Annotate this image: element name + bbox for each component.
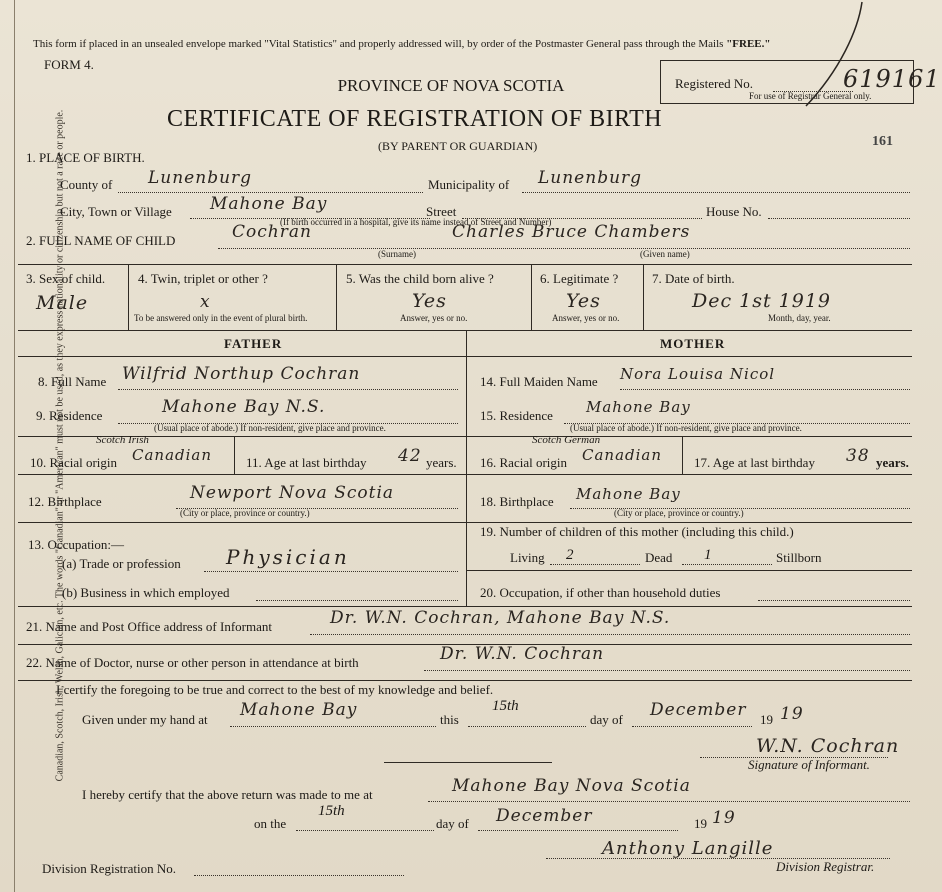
child-given-name: Charles Bruce Chambers	[452, 222, 691, 242]
father-heading: FATHER	[224, 336, 283, 351]
page-title: CERTIFICATE OF REGISTRATION OF BIRTH	[167, 106, 663, 132]
father-birthplace: Newport Nova Scotia	[190, 483, 395, 503]
legitimate-value: Yes	[566, 290, 601, 312]
sex-value: Male	[36, 292, 89, 314]
side-note: Canadian, Scotch, Irish, Welsh, Galician, etc. The words "Canadian" or "American" must not be used, as they express nationality or citizenship but not a race or people.	[54, 109, 66, 782]
form-number: FORM 4.	[44, 57, 94, 72]
mother-residence: Mahone Bay	[586, 398, 691, 416]
father-trade: Physician	[226, 545, 350, 569]
registrar-year: 19	[712, 808, 736, 828]
certify-day: 15th	[492, 698, 519, 714]
province-heading: PROVINCE OF NOVA SCOTIA	[337, 76, 565, 95]
mother-age: 38	[846, 446, 870, 466]
doctor-value: Dr. W.N. Cochran	[440, 644, 605, 664]
county-value: Lunenburg	[148, 168, 253, 188]
municipality-value: Lunenburg	[538, 168, 643, 188]
informant-signature: W.N. Cochran	[756, 735, 900, 757]
child-surname: Cochran	[232, 222, 312, 242]
registrar-month: December	[496, 806, 593, 826]
dead-count: 1	[704, 547, 712, 563]
father-residence: Mahone Bay N.S.	[162, 397, 326, 417]
mother-heading: MOTHER	[660, 336, 726, 351]
father-age: 42	[398, 446, 422, 466]
mother-racial-origin: Canadian	[582, 446, 663, 464]
father-name: Wilfrid Northup Cochran	[122, 364, 361, 384]
birth-certificate: Canadian, Scotch, Irish, Welsh, Galician, etc. The words "Canadian" or "American" must not be used, as they express nationality or citizenship but not a race or people. This form if placed in an unsealed envelope marked "Vital Statistics" and properly addressed will, by order of the Postmaster General pass through the Mails "FREE." FORM 4. Registered No. For use of Registrar General only. 619161 161 PROVINCE OF NOVA SCOTIA CERTIFICATE OF REGISTRATION OF BIRTH (BY PARENT OR GUARDIAN) 1. PLACE OF BIRTH. County of Lunenburg Municipality of Lunenburg City, Town or Village Mahone Bay Street House No. (If birth occurred in a hospital, give its name instead of Street and Number) 2. FULL NAME OF CHILD Cochran Charles Bruce Chambers (Surname) (Given name) 3. Sex of child. Male 4. Twin, triplet or other ? x To be answered only in the event of plural birth. 5. Was the child born alive ? Yes Answer, yes or no. 6. Legitimate ? Yes Answer, yes or no. 7. Date of birth. Dec 1st 1919 Month, day, year. FATHER MOTHER 8. Full Name Wilfrid Northup Cochran 9. Residence Mahone Bay N.S. (Usual place of abode.) If non-resident, give place and province. Scotch Irish 10. Racial origin Canadian 11. Age at last birthday 42 years. 12. Birthplace Newport Nova Scotia (City or place, province or country.) 13. Occupation:— (a) Trade or profession Physician (b) Business in which employed 14. Full Maiden Name Nora Louisa Nicol 15. Residence Mahone Bay (Usual place of abode.) If non-resident, give place and province. Scotch German 16. Racial origin Canadian 17. Age at last birthday 38 years. 18. Birthplace Mahone Bay (City or place, province or country.) 19. Number of children of this mother (including this child.) Living 2 Dead 1 Stillborn 20. Occupation, if other than household duties 21. Name and Post Office address of Informant Dr. W.N. Cochran, Mahone Bay N.S. 22. Name of Doctor, nurse or other person in attendance at birth Dr. W.N. Cochran I certify the foregoing to be true and correct to the best of my knowledge and belief. Given under my hand at Mahone Bay this 15th day of December 19 19 W.N. Cochran Signature of Informant. I hereby certify that the above return was made to me at Mahone Bay Nova Scotia on the 15th day of December 19 19 Anthony Langille Division Registrar. Division Registration No.	[0, 0, 942, 892]
registered-box: Registered No. For use of Registrar General only. 619161	[660, 60, 914, 104]
registrar-day: 15th	[318, 803, 345, 819]
top-note: This form if placed in an unsealed envelope marked "Vital Statistics" and properly addressed will, by order of the Postmaster General pass through the Mails "FREE."	[33, 38, 771, 50]
stamp-number: 161	[872, 134, 893, 149]
subtitle: (BY PARENT OR GUARDIAN)	[378, 139, 538, 153]
twin-value: x	[200, 292, 211, 312]
alive-value: Yes	[412, 290, 447, 312]
mother-name: Nora Louisa Nicol	[620, 365, 776, 383]
informant-value: Dr. W.N. Cochran, Mahone Bay N.S.	[330, 608, 671, 628]
living-count: 2	[566, 547, 574, 563]
pen-mark	[800, 0, 880, 110]
registered-number: 619161	[843, 65, 941, 93]
city-value: Mahone Bay	[210, 194, 328, 214]
certify-month: December	[650, 700, 747, 720]
father-racial-origin: Canadian	[132, 446, 213, 464]
certify-place: Mahone Bay	[240, 700, 358, 720]
certify-year: 19	[780, 704, 804, 724]
registrar-place: Mahone Bay Nova Scotia	[452, 776, 691, 796]
birth-date-value: Dec 1st 1919	[692, 290, 832, 312]
mother-birthplace: Mahone Bay	[576, 485, 681, 503]
registrar-signature: Anthony Langille	[602, 838, 774, 859]
